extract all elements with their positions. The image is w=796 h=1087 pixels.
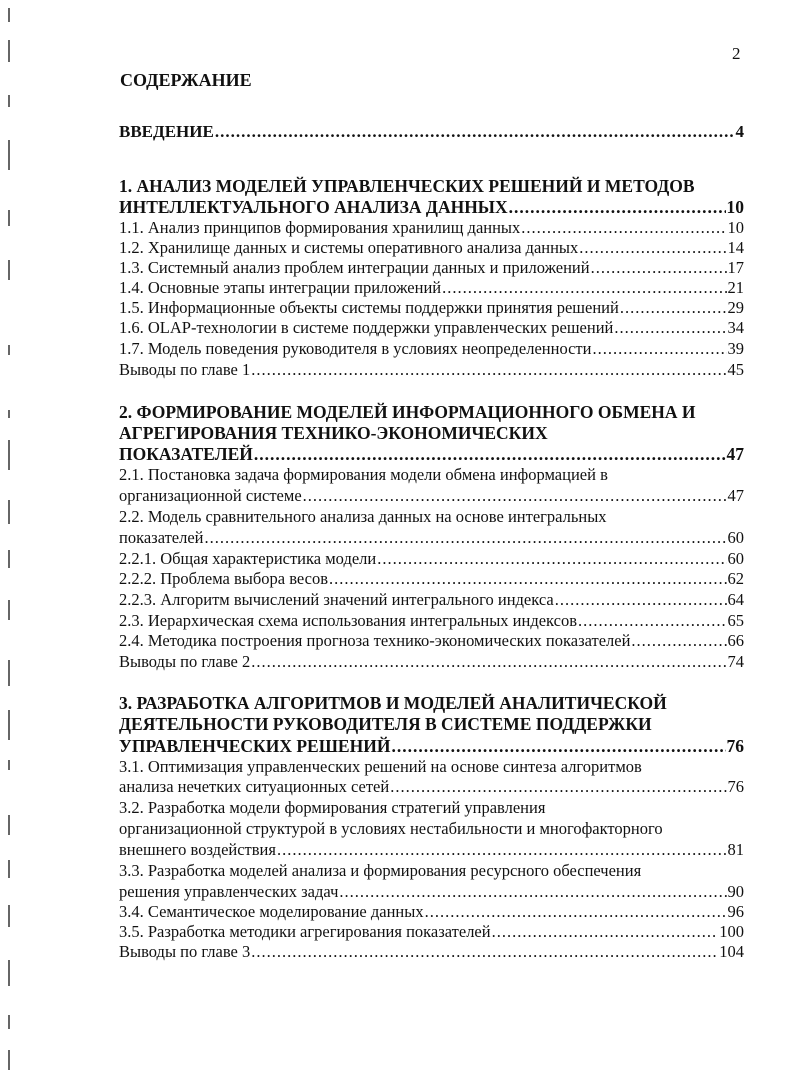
page-number: 2 (732, 44, 741, 63)
toc-entry: 2.2.2. Проблема выбора весов ..... 62 (119, 569, 744, 589)
toc-entry: 1.4. Основные этапы интеграции приложений ..... 21 (119, 278, 744, 298)
chapter-1-heading-line1: 1. АНАЛИЗ МОДЕЛЕЙ УПРАВЛЕНЧЕСКИХ РЕШЕНИЙ И МЕТОДОВ (119, 176, 695, 196)
toc-entry: решения управленческих задач ..... 90 (119, 882, 744, 902)
toc-entry-line1: 2.2. Модель сравнительного анализа данных на основе интегральных (119, 507, 607, 526)
toc-entry-conclusions-3: Выводы по главе 3 ..... 104 (119, 942, 744, 962)
toc-entry-line1: 2.1. Постановка задача формирования модели обмена информацией в (119, 465, 608, 484)
toc-entry: 1.3. Системный анализ проблем интеграции данных и приложений ..... 17 (119, 258, 744, 278)
toc-entry-line2: организационной структурой в условиях нестабильности и многофакторного (119, 819, 663, 838)
toc-entry: 1.2. Хранилище данных и системы оперативного анализа данных ..... 14 (119, 238, 744, 258)
toc-entry: 3.5. Разработка методики агрегирования показателей ..... 100 (119, 922, 744, 942)
toc-entry-conclusions-2: Выводы по главе 2 ..... 74 (119, 652, 744, 672)
toc-entry-chapter-3: УПРАВЛЕНЧЕСКИХ РЕШЕНИЙ ..... 76 (119, 736, 744, 756)
toc-entry-line1: 3.3. Разработка моделей анализа и формирования ресурсного обеспечения (119, 861, 642, 880)
chapter-2-heading-line1: 2. ФОРМИРОВАНИЕ МОДЕЛЕЙ ИНФОРМАЦИОННОГО ОБМЕНА И (119, 402, 696, 422)
toc-entry: 2.2.1. Общая характеристика модели ..... 60 (119, 549, 744, 569)
toc-entry-chapter-2: ПОКАЗАТЕЛЕЙ ..... 47 (119, 444, 744, 464)
toc-entry-line1: 3.2. Разработка модели формирования стратегий управления (119, 798, 546, 817)
toc-entry-line1: 3.1. Оптимизация управленческих решений на основе синтеза алгоритмов (119, 757, 642, 776)
toc-entry: анализа нечетких ситуационных сетей ..... 76 (119, 777, 744, 797)
chapter-2-heading-line2: АГРЕГИРОВАНИЯ ТЕХНИКО-ЭКОНОМИЧЕСКИХ (119, 423, 548, 443)
toc-entry: внешнего воздействия ..... 81 (119, 840, 744, 860)
scan-margin-marks (4, 0, 18, 1087)
toc-entry: организационной системе ..... 47 (119, 486, 744, 506)
chapter-3-heading-line1: 3. РАЗРАБОТКА АЛГОРИТМОВ И МОДЕЛЕЙ АНАЛИТИЧЕСКОЙ (119, 693, 667, 713)
toc-entry: показателей ..... 60 (119, 528, 744, 548)
toc-entry-introduction: ВВЕДЕНИЕ ..... 4 (119, 122, 744, 142)
toc-entry: 1.6. OLAP-технологии в системе поддержки управленческих решений ..... 34 (119, 318, 744, 338)
toc-entry: 1.1. Анализ принципов формирования хранилищ данных ..... 10 (119, 218, 744, 238)
toc-entry: 2.3. Иерархическая схема использования интегральных индексов ..... 65 (119, 611, 744, 631)
chapter-3-heading-line2: ДЕЯТЕЛЬНОСТИ РУКОВОДИТЕЛЯ В СИСТЕМЕ ПОДДЕРЖКИ (119, 714, 652, 734)
toc-entry: 2.4. Методика построения прогноза технико-экономических показателей ..... 66 (119, 631, 744, 651)
toc-entry: 1.7. Модель поведения руководителя в условиях неопределенности ..... 39 (119, 339, 744, 359)
toc-entry-chapter-1: ИНТЕЛЛЕКТУАЛЬНОГО АНАЛИЗА ДАННЫХ ..... 10 (119, 197, 744, 217)
toc-entry: 3.4. Семантическое моделирование данных ..... 96 (119, 902, 744, 922)
toc-entry-conclusions-1: Выводы по главе 1 ..... 45 (119, 360, 744, 380)
toc-title: СОДЕРЖАНИЕ (120, 70, 252, 90)
toc-entry: 1.5. Информационные объекты системы поддержки принятия решений ..... 29 (119, 298, 744, 318)
toc-entry: 2.2.3. Алгоритм вычислений значений интегрального индекса ..... 64 (119, 590, 744, 610)
